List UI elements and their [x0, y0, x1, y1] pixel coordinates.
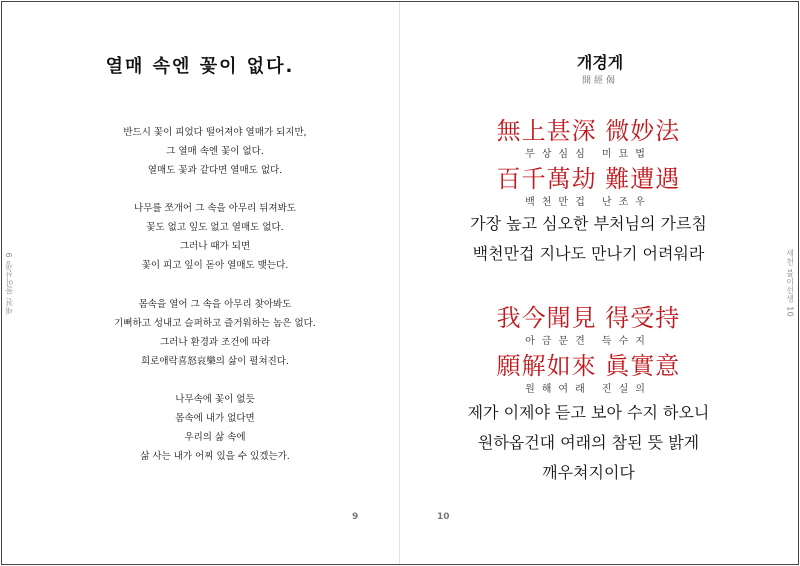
left-running-header-text: 새천 불이선생 9 — [4, 251, 14, 315]
verse-hanja: 無上甚深 微妙法 — [496, 117, 681, 145]
poem-line: 나무속에 꽃이 없듯 — [175, 394, 255, 405]
translation-line: 가장 높고 심오한 부처님의 가르침 — [470, 214, 707, 233]
right-page-subtitle: 開經偈 — [581, 76, 618, 86]
left-page-title: 열매 속엔 꽃이 없다. — [105, 56, 295, 77]
poem-line: 그러나 때가 되면 — [179, 241, 251, 252]
translation-line: 제가 이제야 듣고 보아 수지 하오니 — [467, 403, 710, 422]
left-page-number: 9 — [352, 512, 359, 522]
translation-line: 원하옵건대 여래의 참된 뜻 밝게 — [477, 433, 700, 452]
right-page-title: 개경게 — [576, 53, 624, 72]
right-running-header-text: 새천 불이선생 10 — [785, 248, 795, 318]
verse-reading: 백천만겁 난조우 — [525, 197, 652, 208]
verse-reading: 아금문견 득수지 — [525, 336, 652, 347]
right-page-number: 10 — [437, 512, 450, 522]
verse-reading: 무상심심 미묘법 — [525, 149, 652, 160]
poem-line: 우리의 삶 속에 — [184, 432, 246, 443]
verse-hanja: 我今聞見 得受持 — [496, 304, 681, 332]
poem-line: 반드시 꽃이 피었다 떨어져야 열매가 되지만, — [123, 127, 307, 138]
poem-line: 나무를 쪼개어 그 속을 아무리 뒤져봐도 — [134, 203, 296, 214]
verse-hanja: 願解如來 眞實意 — [496, 352, 681, 380]
verse-reading: 원해여래 진실의 — [525, 384, 652, 395]
poem-line: 꽃도 없고 잎도 없고 열매도 없다. — [146, 222, 284, 233]
verse-hanja: 百千萬劫 難遭遇 — [496, 165, 681, 193]
translation-line: 깨우쳐지이다 — [542, 463, 635, 482]
poem-line: 그 열매 속엔 꽃이 없다. — [166, 146, 264, 157]
right-running-header — [785, 198, 795, 368]
poem-line: 기뻐하고 성내고 슬퍼하고 즐거워하는 놈은 없다. — [114, 318, 316, 329]
poem-line: 꽃이 피고 잎이 돋아 열매도 맺는다. — [141, 260, 289, 271]
poem-line: 몸속을 열어 그 속을 아무리 찾아봐도 — [138, 299, 292, 310]
poem-line: 그러나 환경과 조건에 따라 — [159, 337, 270, 348]
poem-line: 열매도 꽃과 같다면 열매도 없다. — [147, 165, 283, 176]
poem-line: 삶 사는 내가 어찌 있을 수 있겠는가. — [140, 451, 290, 462]
translation-line: 백천만겁 지나도 만나기 어려워라 — [472, 244, 705, 263]
poem-line: 희로애락喜怒哀樂의 삶이 펼쳐진다. — [140, 356, 289, 367]
poem-line: 몸속에 내가 없다면 — [175, 413, 255, 424]
